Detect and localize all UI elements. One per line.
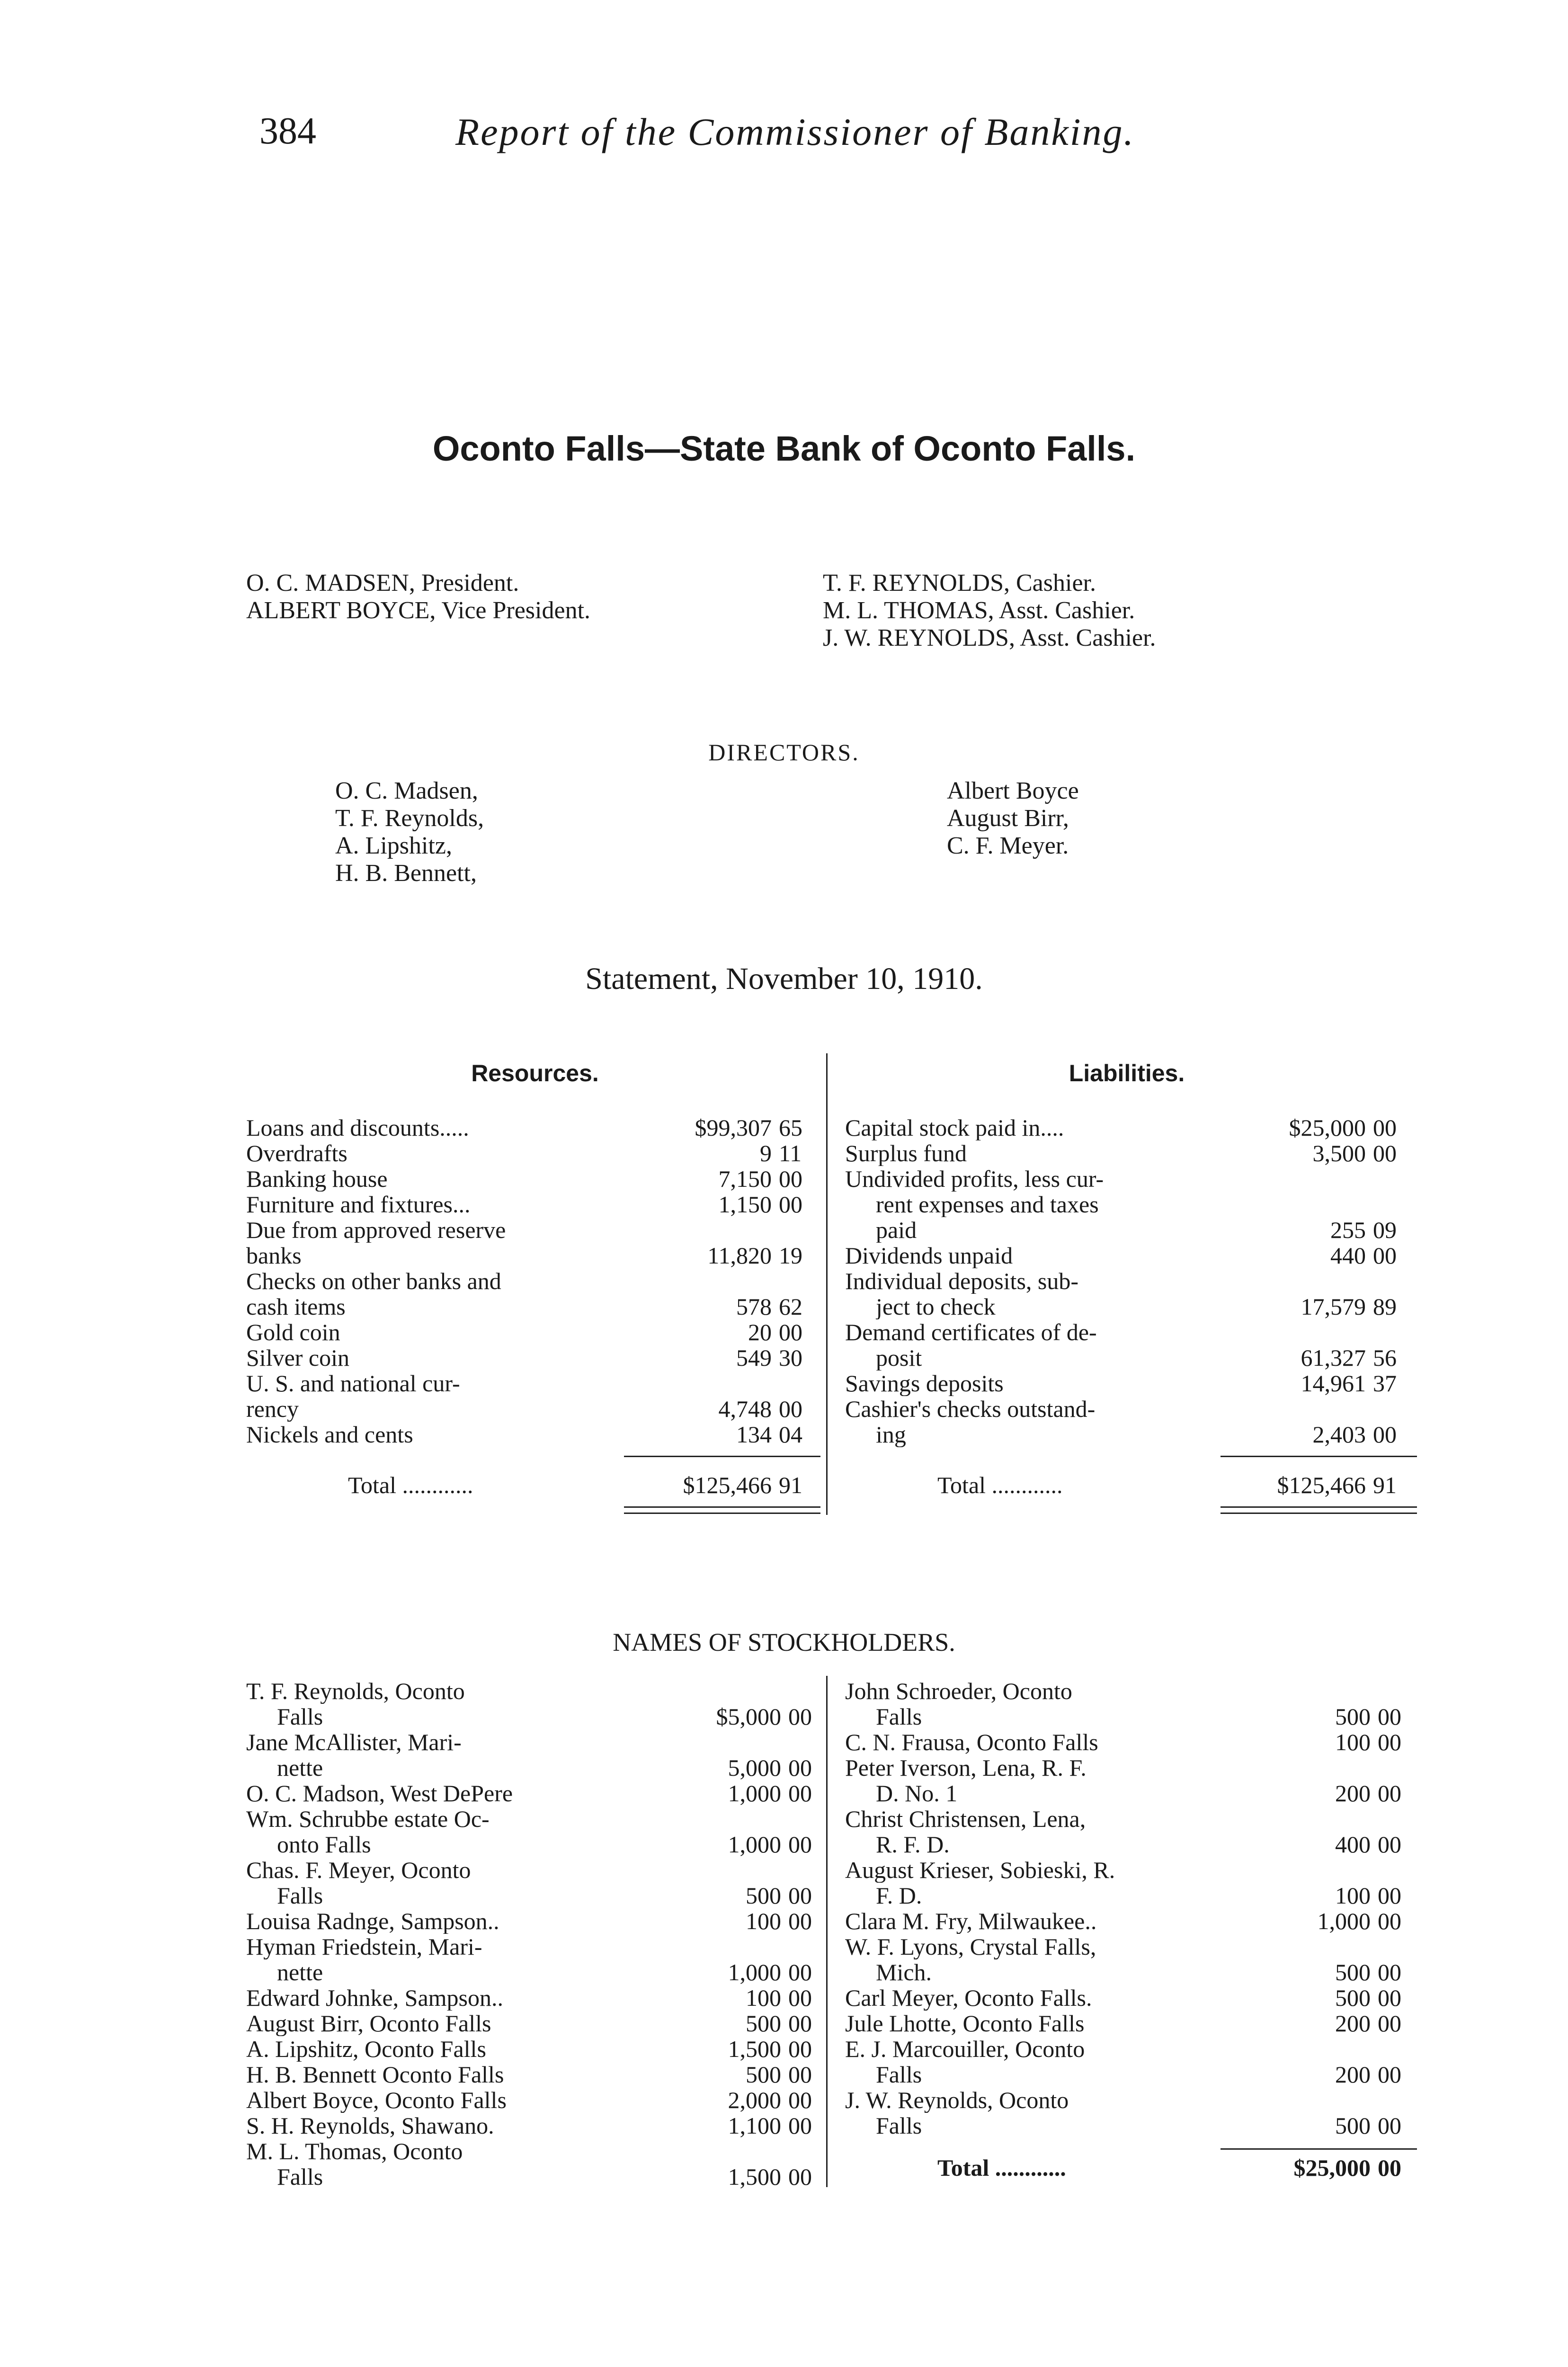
stockholder-line [845, 2087, 1423, 2113]
resource-line [246, 1140, 824, 1166]
stockholder-line [246, 1908, 824, 1934]
entry-label: T. F. Reynolds, Oconto [246, 1678, 465, 1704]
amount-cents: 00 [788, 2163, 812, 2190]
entry-label: Furniture and fixtures... [246, 1192, 471, 1217]
bank-title: Oconto Falls—State Bank of Oconto Falls. [432, 429, 1136, 468]
resource-line [246, 1217, 824, 1243]
entry-label: Falls [876, 1704, 922, 1729]
resource-line [246, 1422, 824, 1447]
entry-label: paid [876, 1217, 917, 1243]
resource-line [246, 1192, 824, 1217]
page-number: 384 [259, 110, 316, 152]
liability-line [845, 1370, 1423, 1396]
stockholder-line [845, 2011, 1423, 2036]
entry-label: Cashier's checks outstand- [845, 1396, 1096, 1422]
entry-label: F. D. [876, 1883, 922, 1908]
entry-label: Edward Johnke, Sampson.. [246, 1985, 503, 2011]
entry-label: posit [876, 1345, 922, 1370]
amount-cents: 00 [1373, 1114, 1397, 1141]
stockholder-line [845, 2113, 1423, 2138]
liability-line [845, 1243, 1423, 1268]
stockholder-line [845, 1883, 1423, 1908]
amount-cents: 00 [779, 1191, 802, 1218]
entry-label: August Krieser, Sobieski, R. [845, 1857, 1115, 1883]
amount-cents: 00 [1378, 1959, 1401, 1985]
amount-dollars: 500 [746, 2010, 781, 2037]
director: August Birr, [947, 805, 1069, 832]
officers-left [246, 570, 590, 624]
amount-dollars: 1,000 [728, 1831, 781, 1858]
sum-rule [1221, 1456, 1417, 1457]
stockholder-line [246, 2011, 824, 2036]
entry-label: Falls [876, 2062, 922, 2087]
stockholder-line [845, 1934, 1423, 1959]
amount-dollars: 100 [1335, 1729, 1371, 1755]
resources-heading: Resources. [471, 1060, 599, 1086]
liability-line [845, 1166, 1423, 1192]
amount-cents: 00 [788, 2010, 812, 2037]
entry-label: R. F. D. [876, 1832, 950, 1857]
stockholder-line [246, 2138, 824, 2164]
amount-dollars: 200 [1335, 2061, 1371, 2088]
amount-cents: 00 [788, 1984, 812, 2011]
amount-dollars: 549 [736, 1344, 772, 1371]
amount-cents: 37 [1373, 1370, 1397, 1397]
total-double-rule [624, 1506, 820, 1514]
liability-line [845, 1115, 1423, 1140]
amount-dollars: 9 [760, 1140, 772, 1166]
amount-cents: 62 [779, 1293, 802, 1320]
resource-line [246, 1115, 824, 1140]
entry-label: Hyman Friedstein, Mari- [246, 1934, 482, 1959]
officer-vice-president: ALBERT BOYCE, Vice President. [246, 597, 591, 624]
entry-label: E. J. Marcouiller, Oconto [845, 2036, 1085, 2062]
amount-dollars: 1,000 [1317, 1908, 1371, 1934]
entry-label: John Schroeder, Oconto [845, 1678, 1072, 1704]
amount-dollars: 1,000 [728, 1959, 781, 1985]
amount-cents: 00 [788, 2112, 812, 2139]
stockholder-line [845, 1857, 1423, 1883]
stockholder-line [845, 2036, 1423, 2062]
amount-dollars: $99,307 [695, 1114, 772, 1141]
stockholder-line [246, 1934, 824, 1959]
amount-dollars: 3,500 [1312, 1140, 1366, 1166]
officer-cashier: T. F. REYNOLDS, Cashier. [823, 570, 1096, 596]
liability-line [845, 1294, 1423, 1319]
entry-label: nette [277, 1755, 323, 1780]
entry-label: Peter Iverson, Lena, R. F. [845, 1755, 1087, 1780]
amount-cents: 65 [779, 1114, 802, 1141]
total-dollars: $125,466 [683, 1472, 772, 1498]
entry-label: S. H. Reynolds, Shawano. [246, 2113, 494, 2138]
entry-label: onto Falls [277, 1832, 371, 1857]
amount-cents: 00 [788, 1754, 812, 1781]
amount-dollars: 200 [1335, 1780, 1371, 1806]
amount-cents: 00 [1378, 1729, 1401, 1755]
entry-label: Due from approved reserve [246, 1217, 506, 1243]
stockholder-line [246, 1704, 824, 1729]
amount-dollars: 2,000 [728, 2087, 781, 2113]
director: O. C. Madsen, [335, 777, 478, 804]
amount-cents: 00 [1378, 2061, 1401, 2088]
amount-cents: 04 [779, 1421, 802, 1448]
entry-label: U. S. and national cur- [246, 1370, 460, 1396]
entry-label: Savings deposits [845, 1370, 1004, 1396]
director: H. B. Bennett, [335, 860, 477, 887]
entry-label: C. N. Frausa, Oconto Falls [845, 1729, 1098, 1755]
total-line [845, 1472, 1423, 1498]
amount-dollars: 500 [1335, 1703, 1371, 1730]
total-cents: 91 [1373, 1472, 1397, 1498]
officer-asst-cashier-1: M. L. THOMAS, Asst. Cashier. [823, 597, 1135, 624]
resource-line [246, 1268, 824, 1294]
amount-cents: 00 [1373, 1140, 1397, 1166]
entry-label: Albert Boyce, Oconto Falls [246, 2087, 507, 2113]
entry-label: Nickels and cents [246, 1422, 413, 1447]
entry-label: Surplus fund [845, 1140, 967, 1166]
stockholder-line [246, 2062, 824, 2087]
entry-label: Christ Christensen, Lena, [845, 1806, 1086, 1832]
stockholder-line [845, 1985, 1423, 2011]
amount-dollars: $25,000 [1289, 1114, 1366, 1141]
stockholder-line [246, 1959, 824, 1985]
amount-dollars: 1,100 [728, 2112, 781, 2139]
stockholder-line [246, 1729, 824, 1755]
officers-right [823, 570, 1156, 652]
entry-label: Checks on other banks and [246, 1268, 501, 1294]
amount-dollars: 2,403 [1312, 1421, 1366, 1448]
liabilities-heading: Liabilities. [1069, 1060, 1185, 1086]
total-line [845, 2155, 1423, 2180]
amount-cents: 00 [788, 1703, 812, 1730]
officer-president: O. C. MADSEN, President. [246, 570, 519, 596]
stockholder-line [246, 1780, 824, 1806]
amount-dollars: 1,150 [718, 1191, 772, 1218]
entry-label: Dividends unpaid [845, 1243, 1013, 1268]
amount-cents: 00 [1378, 1984, 1401, 2011]
entry-label: ing [876, 1422, 906, 1447]
entry-label: Capital stock paid in.... [845, 1115, 1064, 1140]
entry-label: Wm. Schrubbe estate Oc- [246, 1806, 490, 1832]
amount-dollars: 500 [746, 2061, 781, 2088]
total-label: Total ............ [937, 2155, 1066, 2180]
stockholder-line [845, 1832, 1423, 1857]
entry-label: Carl Meyer, Oconto Falls. [845, 1985, 1092, 2011]
officer-asst-cashier-2: J. W. REYNOLDS, Asst. Cashier. [823, 624, 1156, 651]
amount-dollars: $5,000 [716, 1703, 781, 1730]
entry-label: Falls [277, 2164, 323, 2189]
liability-line [845, 1396, 1423, 1422]
stockholder-line [246, 1857, 824, 1883]
total-line [246, 1472, 824, 1498]
stockholder-line [845, 1959, 1423, 1985]
amount-dollars: 20 [748, 1319, 772, 1345]
amount-cents: 00 [779, 1396, 802, 1422]
stockholder-line [246, 2164, 824, 2189]
running-title: Report of the Commissioner of Banking. [455, 110, 1135, 153]
resource-line [246, 1396, 824, 1422]
entry-label: ject to check [876, 1294, 996, 1319]
entry-label: Jane McAllister, Mari- [246, 1729, 462, 1755]
amount-dollars: 440 [1330, 1242, 1366, 1269]
amount-dollars: 1,500 [728, 2163, 781, 2190]
amount-cents: 00 [788, 2061, 812, 2088]
liability-line [845, 1319, 1423, 1345]
entry-label: Demand certificates of de- [845, 1319, 1097, 1345]
amount-dollars: 7,150 [718, 1166, 772, 1192]
entry-label: Falls [277, 1883, 323, 1908]
entry-label: banks [246, 1243, 302, 1268]
amount-cents: 00 [788, 2087, 812, 2113]
entry-label: W. F. Lyons, Crystal Falls, [845, 1934, 1096, 1959]
entry-label: Undivided profits, less cur- [845, 1166, 1104, 1192]
statement-title: Statement, November 10, 1910. [585, 961, 983, 996]
total-double-rule [1221, 1506, 1417, 1514]
directors-right [947, 777, 1079, 860]
entry-label: Mich. [876, 1959, 932, 1985]
liability-line [845, 1217, 1423, 1243]
amount-dollars: 1,500 [728, 2036, 781, 2062]
amount-cents: 11 [779, 1140, 802, 1166]
stockholder-line [845, 1806, 1423, 1832]
amount-dollars: 5,000 [728, 1754, 781, 1781]
amount-dollars: 4,748 [718, 1396, 772, 1422]
statement-column-rule [826, 1053, 828, 1515]
entry-label: Banking house [246, 1166, 388, 1192]
amount-cents: 00 [788, 1831, 812, 1858]
amount-dollars: 17,579 [1301, 1293, 1366, 1320]
liability-line [845, 1345, 1423, 1370]
amount-dollars: 500 [746, 1882, 781, 1909]
stockholder-line [246, 1806, 824, 1832]
amount-dollars: 11,820 [707, 1242, 772, 1269]
resource-line [246, 1370, 824, 1396]
amount-dollars: 500 [1335, 2112, 1371, 2139]
director: T. F. Reynolds, [335, 805, 484, 832]
stockholder-line [845, 1908, 1423, 1934]
entry-label: H. B. Bennett Oconto Falls [246, 2062, 504, 2087]
amount-dollars: 200 [1335, 2010, 1371, 2037]
amount-cents: 00 [779, 1166, 802, 1192]
amount-dollars: 14,961 [1301, 1370, 1366, 1397]
liability-line [845, 1140, 1423, 1166]
stockholder-line [845, 1755, 1423, 1780]
director: C. F. Meyer. [947, 832, 1069, 859]
amount-dollars: 134 [736, 1421, 772, 1448]
amount-cents: 00 [1378, 1882, 1401, 1909]
stockholder-line [246, 1832, 824, 1857]
entry-label: Falls [876, 2113, 922, 2138]
entry-label: A. Lipshitz, Oconto Falls [246, 2036, 486, 2062]
amount-cents: 00 [1378, 2112, 1401, 2139]
entry-label: Clara M. Fry, Milwaukee.. [845, 1908, 1097, 1934]
entry-label: J. W. Reynolds, Oconto [845, 2087, 1069, 2113]
amount-cents: 00 [1378, 1831, 1401, 1858]
amount-cents: 00 [788, 1882, 812, 1909]
stockholder-line [845, 1704, 1423, 1729]
amount-dollars: 500 [1335, 1959, 1371, 1985]
entry-label: Jule Lhotte, Oconto Falls [845, 2011, 1085, 2036]
amount-cents: 19 [779, 1242, 802, 1269]
amount-cents: 00 [1378, 2010, 1401, 2037]
amount-dollars: 100 [1335, 1882, 1371, 1909]
amount-cents: 00 [1378, 1703, 1401, 1730]
entry-label: rent expenses and taxes [876, 1192, 1099, 1217]
stockholder-line [845, 1729, 1423, 1755]
entry-label: cash items [246, 1294, 346, 1319]
amount-dollars: 578 [736, 1293, 772, 1320]
amount-cents: 00 [788, 1908, 812, 1934]
amount-dollars: 1,000 [728, 1780, 781, 1806]
entry-label: O. C. Madson, West DePere [246, 1780, 513, 1806]
entry-label: Silver coin [246, 1345, 350, 1370]
resource-line [246, 1294, 824, 1319]
amount-cents: 00 [779, 1319, 802, 1345]
total-dollars: $125,466 [1277, 1472, 1366, 1498]
stockholder-line [246, 1985, 824, 2011]
stockholder-line [246, 2087, 824, 2113]
amount-dollars: 255 [1330, 1217, 1366, 1243]
stockholder-line [845, 1780, 1423, 1806]
director: A. Lipshitz, [335, 832, 452, 859]
amount-cents: 00 [1373, 1242, 1397, 1269]
entry-label: August Birr, Oconto Falls [246, 2011, 491, 2036]
stockholder-line [845, 2062, 1423, 2087]
amount-cents: 89 [1373, 1293, 1397, 1320]
stockholder-line [246, 1883, 824, 1908]
resource-line [246, 1345, 824, 1370]
stockholder-line [845, 1678, 1423, 1704]
director: Albert Boyce [947, 777, 1079, 804]
total-dollars: $25,000 [1293, 2154, 1371, 2181]
amount-cents: 56 [1373, 1344, 1397, 1371]
amount-dollars: 500 [1335, 1984, 1371, 2011]
entry-label: rency [246, 1396, 299, 1422]
entry-label: Louisa Radnge, Sampson.. [246, 1908, 499, 1934]
amount-cents: 00 [788, 1780, 812, 1806]
stockholder-line [246, 2036, 824, 2062]
sum-rule [624, 1456, 820, 1457]
entry-label: Loans and discounts..... [246, 1115, 469, 1140]
resource-line [246, 1166, 824, 1192]
stockholder-line [246, 1755, 824, 1780]
stockholder-line [246, 2113, 824, 2138]
total-cents: 91 [779, 1472, 802, 1498]
amount-cents: 00 [788, 2036, 812, 2062]
amount-cents: 30 [779, 1344, 802, 1371]
amount-dollars: 400 [1335, 1831, 1371, 1858]
amount-cents: 09 [1373, 1217, 1397, 1243]
total-label: Total ............ [348, 1472, 473, 1498]
entry-label: Chas. F. Meyer, Oconto [246, 1857, 471, 1883]
total-label: Total ............ [937, 1472, 1063, 1498]
amount-cents: 00 [1378, 1908, 1401, 1934]
entry-label: Individual deposits, sub- [845, 1268, 1079, 1294]
stockholders-column-rule [826, 1676, 828, 2187]
entry-label: Gold coin [246, 1319, 340, 1345]
directors-heading: DIRECTORS. [708, 739, 860, 765]
amount-dollars: 100 [746, 1908, 781, 1934]
liability-line [845, 1192, 1423, 1217]
amount-cents: 00 [1373, 1421, 1397, 1448]
liability-line [845, 1422, 1423, 1447]
amount-cents: 00 [1378, 1780, 1401, 1806]
entry-label: D. No. 1 [876, 1780, 958, 1806]
amount-dollars: 100 [746, 1984, 781, 2011]
resource-line [246, 1319, 824, 1345]
entry-label: M. L. Thomas, Oconto [246, 2138, 463, 2164]
amount-dollars: 61,327 [1301, 1344, 1366, 1371]
stockholders-heading: NAMES OF STOCKHOLDERS. [613, 1628, 955, 1656]
sum-rule [1221, 2148, 1417, 2150]
stockholder-line [246, 1678, 824, 1704]
total-cents: 00 [1378, 2154, 1401, 2181]
entry-label: nette [277, 1959, 323, 1985]
entry-label: Overdrafts [246, 1140, 347, 1166]
entry-label: Falls [277, 1704, 323, 1729]
directors-left [335, 777, 484, 887]
amount-cents: 00 [788, 1959, 812, 1985]
resource-line [246, 1243, 824, 1268]
liability-line [845, 1268, 1423, 1294]
